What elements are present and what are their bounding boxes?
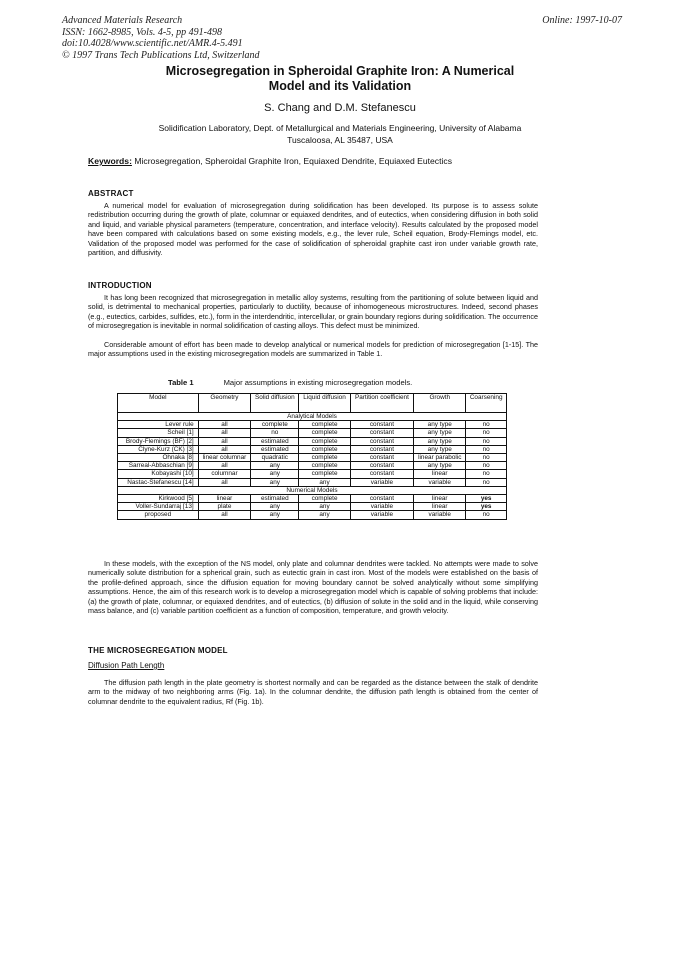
table-row [118,454,507,462]
cell-coarsening: no [466,462,507,470]
cell-solid: estimated [251,445,299,453]
cell-model: Kobayashi [10] [118,470,199,478]
cell-solid: no [251,429,299,437]
cell-solid: complete [251,421,299,429]
cell-geometry: all [198,478,251,486]
cell-model: Kirkwood [5] [118,495,199,503]
table-group-row [118,413,507,421]
cell-growth: linear [414,495,466,503]
col-header-growth: Growth [414,394,466,413]
table-row [118,503,507,511]
table-header-row [118,394,507,413]
table-row [118,470,507,478]
table-row [118,511,507,519]
table-caption [168,378,412,387]
cell-geometry: all [198,429,251,437]
col-header-geometry: Geometry [198,394,251,413]
cell-geometry: columnar [198,470,251,478]
cell-liquid: complete [299,462,350,470]
table-number: Table 1 [168,378,194,387]
cell-solid: quadratic [251,454,299,462]
cell-solid: any [251,503,299,511]
cell-geometry: all [198,445,251,453]
cell-model: Ohnaka [8] [118,454,199,462]
cell-geometry: linear [198,495,251,503]
diffusion-path-subheading: Diffusion Path Length [88,661,165,670]
cell-solid: any [251,478,299,486]
introduction-paragraph-2: Considerable amount of effort has been made to develop analytical or numerical models for prediction of microsegregation [1-15]. The major assumptions used in the existing microsegregation models are summarized in Table 1. [88,340,538,359]
cell-liquid: any [299,503,350,511]
cell-liquid: complete [299,470,350,478]
cell-liquid: complete [299,454,350,462]
affiliation-line-1: Solidification Laboratory, Dept. of Metallurgical and Materials Engineering, University of Alabama [158,123,522,133]
cell-growth: linear [414,470,466,478]
table-row [118,462,507,470]
cell-partition: constant [350,470,414,478]
cell-liquid: any [299,478,350,486]
cell-model: Sarreal-Abbaschian [9] [118,462,199,470]
cell-solid: any [251,462,299,470]
cell-model: Brody-Flemings (BF) [2] [118,437,199,445]
keywords-label: Keywords: [88,156,132,166]
cell-coarsening: no [466,429,507,437]
cell-model: proposed [118,511,199,519]
affiliation [70,122,610,146]
cell-partition: constant [350,495,414,503]
cell-geometry: all [198,421,251,429]
post-table-paragraph: In these models, with the exception of the NS model, only plate and columnar dendrites were tackled. No attempts were made to solve numerically solute distribution for a spherical grain, such as eutectic grain in cast iron. Most of the models were established on the basis of the profile-defined approach, since the diffusion equation for moving boundary cannot be solved analytically without some simplifying assumptions. Hence, the aim of this research work is to develop a microsegregation model which is capable of solving problems that include: (a) the growth of plate, columnar, or equiaxed dendrites, and of eutectics, (b) diffusion of solute in the solid and in the liquid, while conserving mass balance, and (c) variable partition coefficient as a function of composition, temperature, and growth velocity. [88,559,538,616]
col-header-liquid-diffusion: Liquid diffusion [299,394,350,413]
cell-liquid: complete [299,495,350,503]
cell-geometry: all [198,511,251,519]
cell-growth: any type [414,437,466,445]
cell-growth: any type [414,445,466,453]
cell-growth: any type [414,421,466,429]
cell-model: Nastac-Stefanescu [14] [118,478,199,486]
cell-model: Scheil [1] [118,429,199,437]
cell-liquid: any [299,511,350,519]
cell-growth: linear [414,503,466,511]
col-header-solid-diffusion: Solid diffusion [251,394,299,413]
title-line-2: Model and its Validation [268,79,412,93]
cell-growth: linear parabolic [414,454,466,462]
cell-solid: any [251,470,299,478]
col-header-coarsening: Coarsening [466,394,507,413]
table-caption-text: Major assumptions in existing microsegregation models. [223,378,413,387]
cell-solid: any [251,511,299,519]
paper-title [60,64,620,94]
cell-coarsening: yes [466,503,507,511]
copyright-line: © 1997 Trans Tech Publications Ltd, Switzerland [62,49,260,61]
cell-coarsening: no [466,478,507,486]
cell-growth: any type [414,429,466,437]
issn-line: ISSN: 1662-8985, Vols. 4-5, pp 491-498 [62,26,222,38]
cell-geometry: all [198,462,251,470]
cell-geometry: linear columnar [198,454,251,462]
assumptions-table [117,393,507,520]
cell-growth: any type [414,462,466,470]
cell-geometry: plate [198,503,251,511]
abstract-text: A numerical model for evaluation of microsegregation during solidification has been developed. Its purpose is to assess solute redistribution occurring during the growth of plate, columnar or equiaxed dendrites, and of eutectics, when considering diffusion in both solid and liquid, and variable physical parameters (temperature, concentration, and interface velocity). Results calculated by the proposed model have been compared with calculations based on some existing models, e.g., the lever rule, Scheil equation, Brody-Flemings model, etc. Validation of the proposed model was performed for the case of solidification of spheroidal graphite cast iron under variable growth rate, partition, and diffusivity. [88,201,538,258]
cell-coarsening: no [466,437,507,445]
cell-solid: estimated [251,437,299,445]
journal-name: Advanced Materials Research [62,15,183,26]
cell-growth: variable [414,511,466,519]
cell-model: Voller-Sundarraj [13] [118,503,199,511]
abstract-heading: ABSTRACT [88,189,134,198]
cell-growth: variable [414,478,466,486]
cell-model: Lever rule [118,421,199,429]
cell-partition: variable [350,478,414,486]
cell-geometry: all [198,437,251,445]
cell-coarsening: no [466,454,507,462]
cell-coarsening: no [466,511,507,519]
cell-liquid: complete [299,429,350,437]
cell-partition: constant [350,462,414,470]
table-row [118,429,507,437]
keywords-text: Microsegregation, Spheroidal Graphite Iron, Equiaxed Dendrite, Equiaxed Eutectics [131,156,452,166]
doi-line[interactable]: doi:10.4028/www.scientific.net/AMR.4-5.491 [62,38,243,49]
authors: S. Chang and D.M. Stefanescu [264,102,416,114]
cell-partition: variable [350,503,414,511]
title-line-1: Microsegregation in Spheroidal Graphite Iron: A Numerical [165,64,515,78]
cell-coarsening: yes [466,495,507,503]
cell-solid: estimated [251,495,299,503]
cell-coarsening: no [466,470,507,478]
model-paragraph-1: The diffusion path length in the plate geometry is shortest normally and can be regarded as the distance between the stalk of dendrite arm to the midway of two neighboring arms (Fig. 1a). In the columnar dendrite, the diffusion path length is obtained from the center of columnar dendrite to the equivalent radius, Rf (Fig. 1b). [88,678,538,706]
cell-liquid: complete [299,437,350,445]
cell-coarsening: no [466,421,507,429]
table-row [118,437,507,445]
table-row [118,445,507,453]
table-row [118,495,507,503]
group-numerical: Numerical Models [118,486,507,494]
affiliation-line-2: Tuscaloosa, AL 35487, USA [287,135,393,145]
cell-partition: variable [350,511,414,519]
cell-coarsening: no [466,445,507,453]
col-header-model: Model [118,394,199,413]
online-date: Online: 1997-10-07 [542,15,622,26]
cell-partition: constant [350,421,414,429]
table-row [118,478,507,486]
keywords [88,156,628,166]
cell-partition: constant [350,437,414,445]
cell-partition: constant [350,445,414,453]
cell-liquid: complete [299,421,350,429]
introduction-heading: INTRODUCTION [88,281,152,290]
group-analytical: Analytical Models [118,413,507,421]
cell-partition: constant [350,429,414,437]
table-group-row [118,486,507,494]
journal-header [62,15,622,61]
table-row [118,421,507,429]
cell-model: Clyne-Kurz (CK) [3] [118,445,199,453]
cell-liquid: complete [299,445,350,453]
model-heading: THE MICROSEGREGATION MODEL [88,646,228,655]
introduction-paragraph-1: It has long been recognized that microsegregation in metallic alloy systems, resulting from the partitioning of solute between liquid and solid, is detrimental to mechanical properties, particularly to ductility, because of inhomogeneous microstructures. Indeed, second phases (e.g., eutectics, carbides, sulfides, etc.), form in the interdendritic, intercellular, or grain boundary regions during solidification. The occurrence of microsegregation is inevitable in normal solidification of casting alloys. This defect must be minimized. [88,293,538,331]
col-header-partition: Partition coefficient [350,394,414,413]
cell-partition: constant [350,454,414,462]
